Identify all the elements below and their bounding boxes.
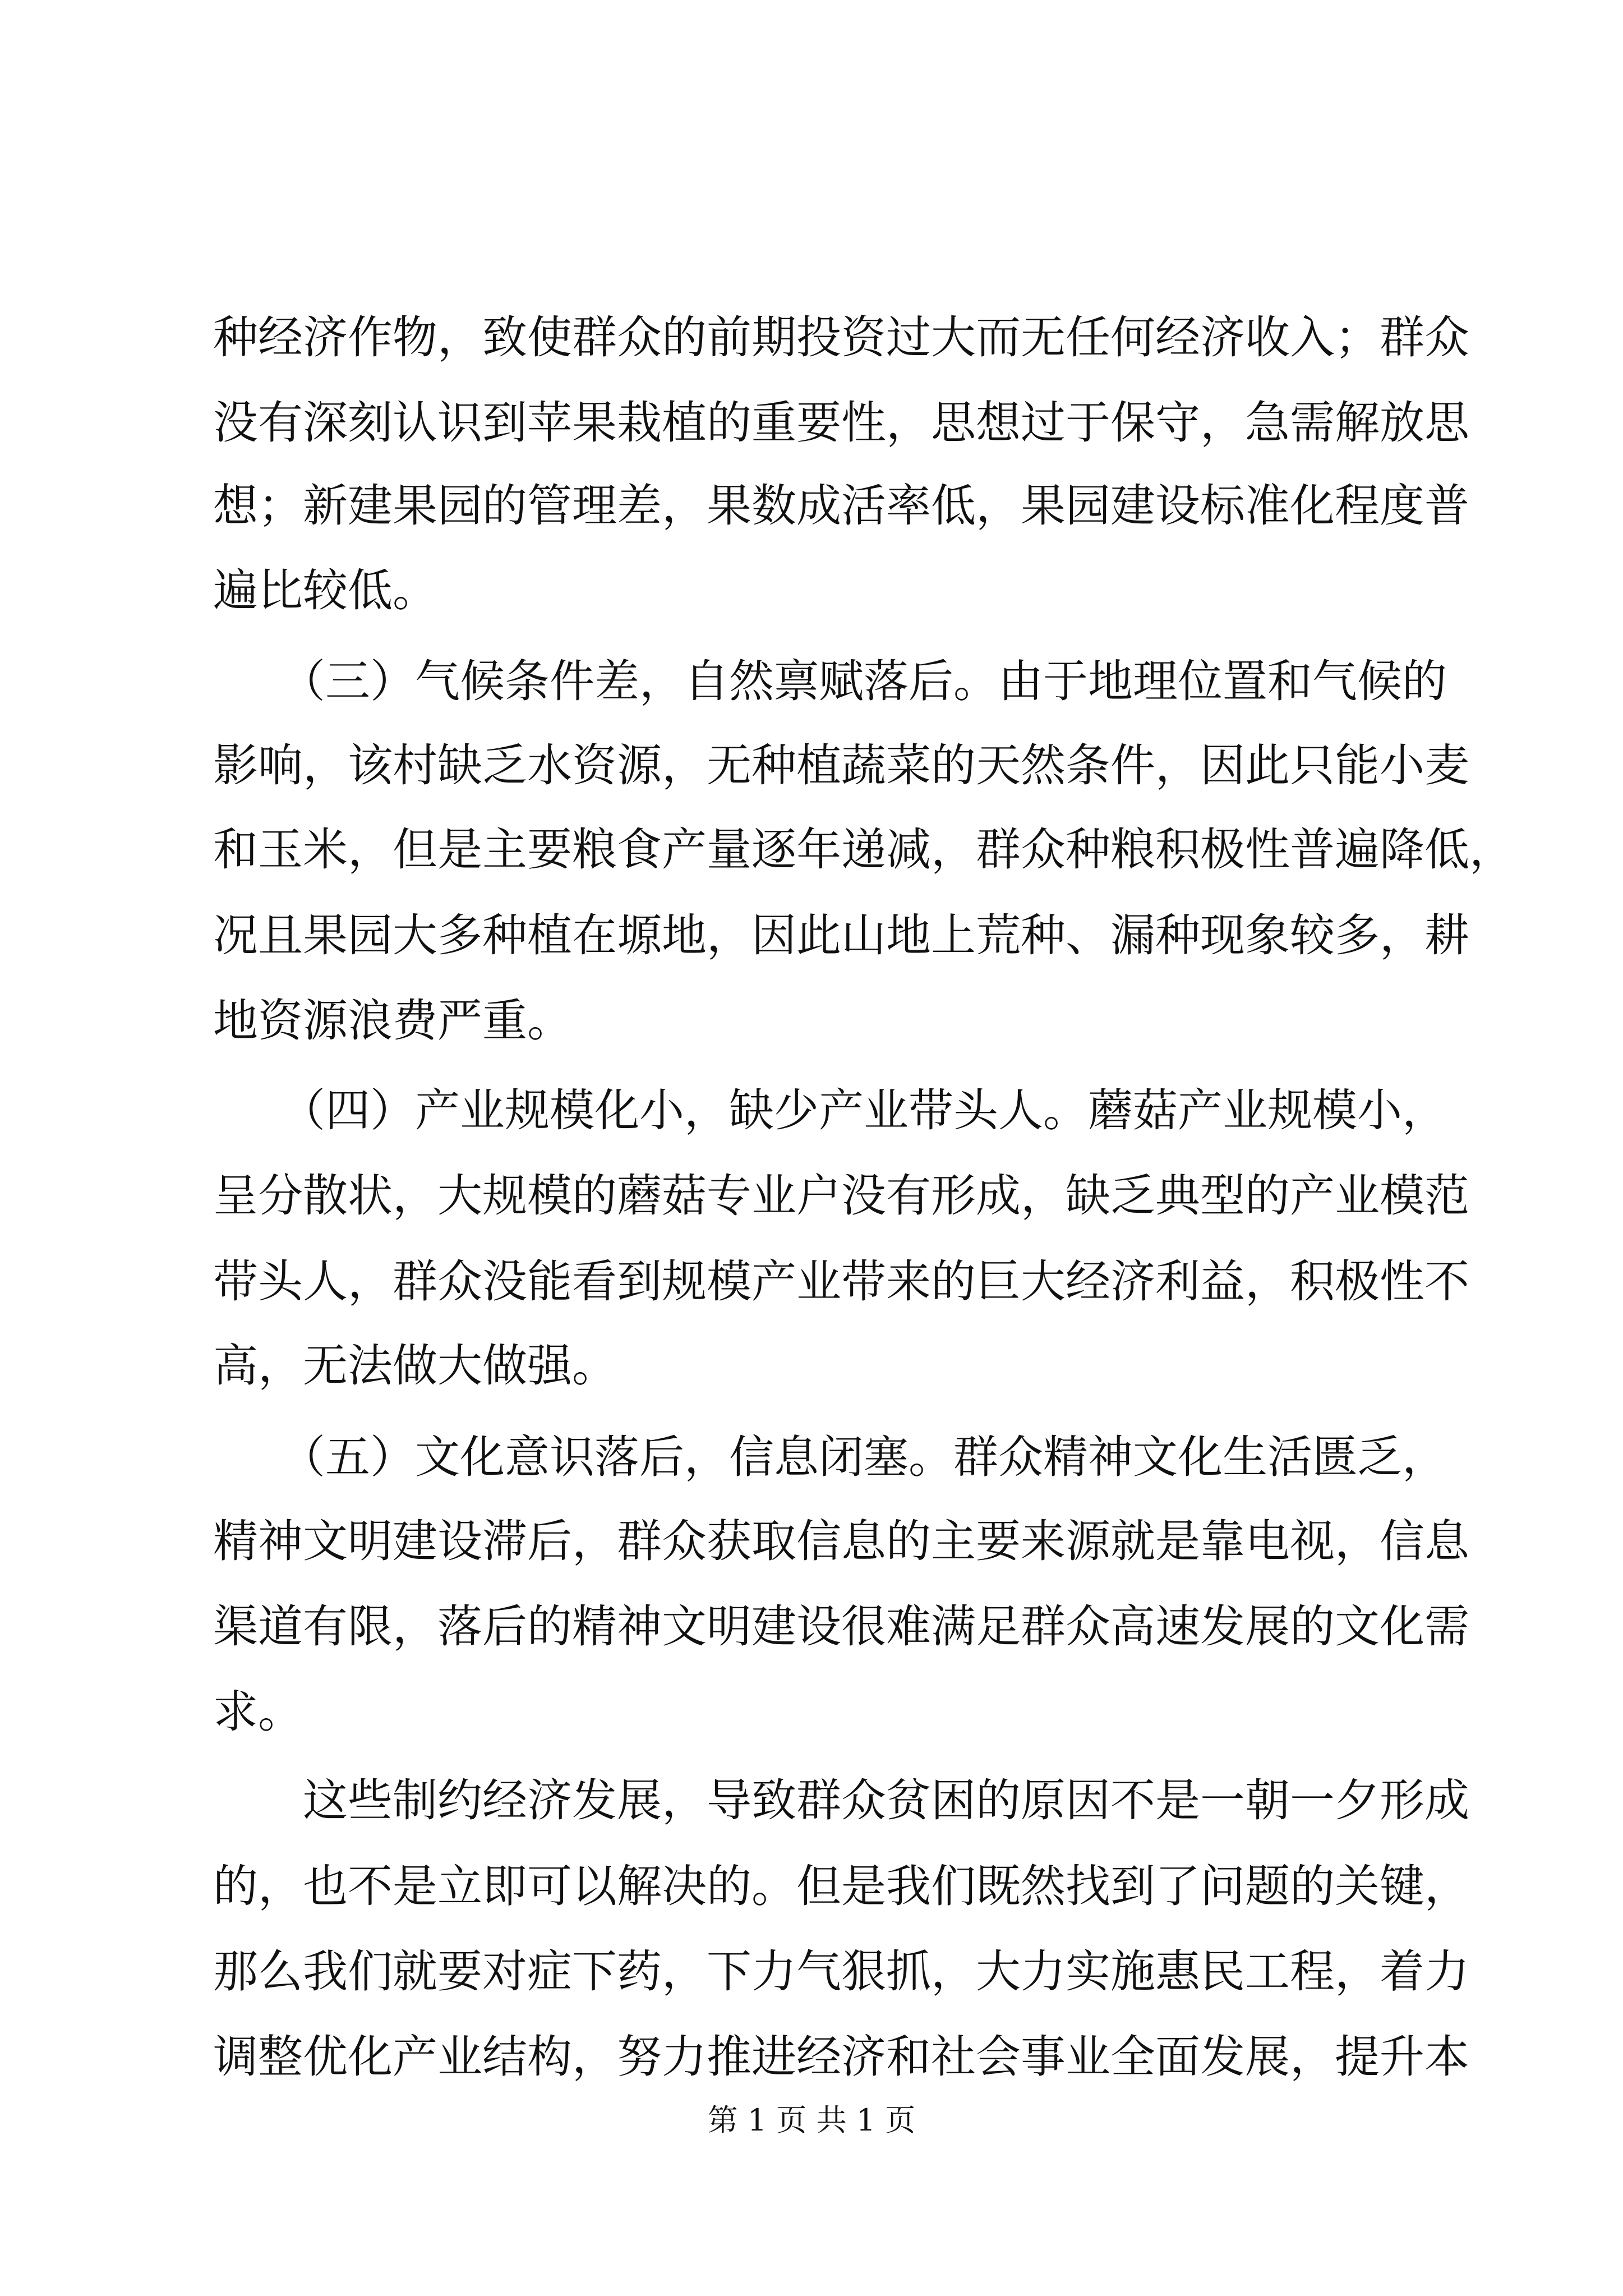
text-line-18: 这些制约经济发展，导致群众贫困的原因不是一朝一夕形成 (213, 1774, 1469, 1826)
text-line-3: 想；新建果园的管理差，果数成活率低，果园建设标准化程度普 (213, 480, 1469, 532)
text-line-17: 求。 (213, 1686, 303, 1738)
text-line-10: （四）产业规模化小，缺少产业带头人。蘑菇产业规模小， (213, 1084, 1447, 1137)
text-line-21: 调整优化产业结构，努力推进经济和社会事业全面发展，提升本 (213, 2031, 1469, 2083)
page-footer: 第 1 页 共 1 页 (707, 2102, 916, 2138)
text-line-7: 和玉米，但是主要粮食产量逐年递减，群众种粮积极性普遍降低， (213, 823, 1514, 876)
text-line-16: 渠道有限，落后的精神文明建设很难满足群众高速发展的文化需 (213, 1600, 1469, 1653)
text-line-2: 没有深刻认识到苹果栽植的重要性，思想过于保守，急需解放思 (213, 397, 1469, 449)
text-line-6: 影响，该村缺乏水资源，无种植蔬菜的天然条件，因此只能小麦 (213, 739, 1469, 792)
text-line-13: 高，无法做大做强。 (213, 1340, 617, 1392)
text-line-8: 况且果园大多种植在塬地，因此山地上荒种、漏种现象较多，耕 (213, 909, 1469, 961)
text-line-15: 精神文明建设滞后，群众获取信息的主要来源就是靠电视，信息 (213, 1515, 1469, 1567)
text-line-9: 地资源浪费严重。 (213, 995, 572, 1047)
text-line-20: 那么我们就要对症下药，下力气狠抓，大力实施惠民工程，着力 (213, 1945, 1469, 1998)
text-line-12: 带头人，群众没能看到规模产业带来的巨大经济利益，积极性不 (213, 1255, 1469, 1308)
text-line-14: （五）文化意识落后，信息闭塞。群众精神文化生活匮乏， (213, 1431, 1447, 1483)
text-line-5: （三）气候条件差，自然禀赋落后。由于地理位置和气候的 (213, 655, 1447, 707)
text-line-19: 的，也不是立即可以解决的。但是我们既然找到了问题的关键， (213, 1860, 1469, 1912)
text-line-1: 种经济作物，致使群众的前期投资过大而无任何经济收入；群众 (213, 311, 1469, 364)
text-line-4: 遍比较低。 (213, 564, 437, 616)
text-line-11: 呈分散状，大规模的蘑菇专业户没有形成，缺乏典型的产业模范 (213, 1170, 1469, 1222)
